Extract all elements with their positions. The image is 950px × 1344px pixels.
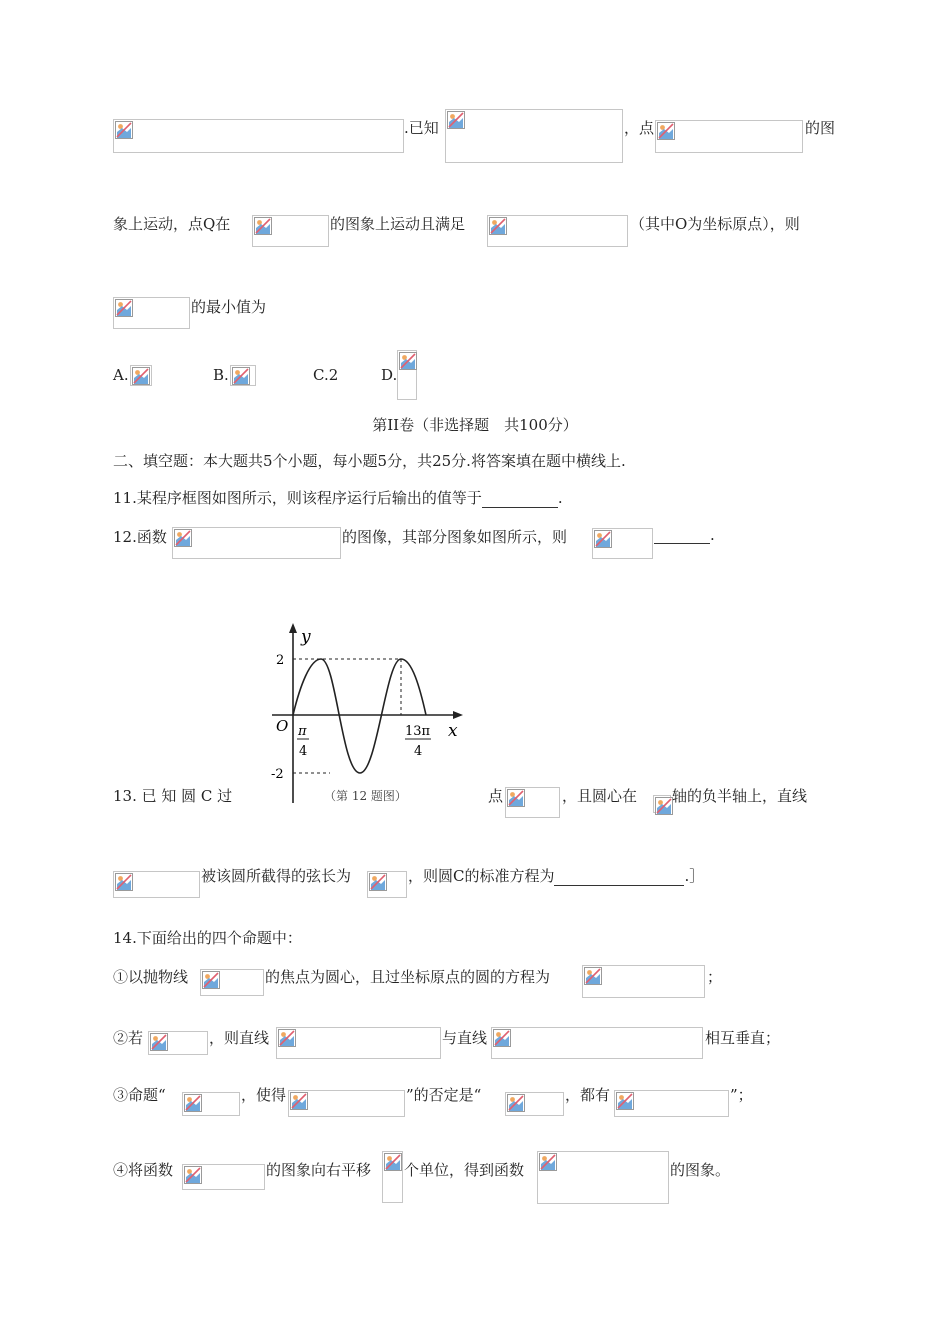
formula-image bbox=[172, 527, 341, 559]
formula-image bbox=[276, 1027, 441, 1059]
formula-image bbox=[182, 1164, 265, 1190]
q14-p4: ④将函数 bbox=[113, 1161, 174, 1179]
tick-pi-4-num: π bbox=[298, 724, 307, 739]
formula-image bbox=[148, 1031, 208, 1055]
formula-image bbox=[113, 297, 190, 329]
x-axis-arrow bbox=[453, 711, 463, 719]
broken-image-icon bbox=[384, 1153, 402, 1171]
q14-p2: ，则直线 bbox=[209, 1029, 270, 1047]
formula-image bbox=[505, 1092, 564, 1116]
q13-text: 轴的负半轴上，直线 bbox=[672, 787, 808, 805]
q12-end: . bbox=[710, 526, 715, 544]
broken-image-icon bbox=[657, 122, 675, 140]
broken-image-icon bbox=[399, 352, 417, 370]
q14-p1: 的焦点为圆心，且过坐标原点的圆的方程为 bbox=[265, 968, 551, 986]
broken-image-icon bbox=[584, 967, 602, 985]
formula-image bbox=[288, 1090, 405, 1117]
formula-image bbox=[491, 1027, 703, 1059]
answer-blank bbox=[554, 869, 684, 886]
broken-image-icon bbox=[655, 797, 673, 815]
y-axis-arrow bbox=[289, 623, 297, 633]
broken-image-icon bbox=[150, 1033, 168, 1051]
tick-pi-4-den: 4 bbox=[299, 744, 308, 759]
q14-p2: ②若 bbox=[113, 1029, 144, 1047]
section-instructions: 二、填空题：本大题共5个小题，每小题5分，共25分.将答案填在题中横线上. bbox=[113, 452, 626, 470]
broken-image-icon bbox=[489, 217, 507, 235]
formula-image bbox=[537, 1151, 669, 1204]
option-c: C.2 bbox=[313, 366, 339, 384]
option-b-image bbox=[230, 365, 256, 386]
broken-image-icon bbox=[132, 367, 150, 385]
broken-image-icon bbox=[539, 1153, 557, 1171]
formula-image bbox=[614, 1090, 729, 1117]
option-d-image bbox=[397, 350, 417, 400]
q14-p3: ，使得 bbox=[241, 1086, 287, 1104]
formula-image bbox=[655, 120, 803, 153]
formula-image bbox=[382, 1151, 403, 1203]
q14-intro: 14.下面给出的四个命题中： bbox=[113, 929, 302, 947]
q13-text: 13. 已 知 圆 C 过 bbox=[113, 787, 233, 805]
option-d-label: D. bbox=[381, 366, 398, 384]
broken-image-icon bbox=[507, 1094, 525, 1112]
q14-p2: 相互垂直； bbox=[705, 1029, 781, 1047]
q11-text bbox=[113, 487, 563, 508]
q14-p1: ①以抛物线 bbox=[113, 968, 189, 986]
q14-p4: 的图象向右平移 bbox=[266, 1161, 372, 1179]
broken-image-icon bbox=[369, 873, 387, 891]
broken-image-icon bbox=[184, 1166, 202, 1184]
q11-stem: 11.某程序框图如图所示，则该程序运行后输出的值等于 bbox=[113, 489, 482, 507]
q10-text: 的图 bbox=[805, 119, 836, 137]
q14-p3: ”； bbox=[730, 1086, 753, 1104]
formula-image bbox=[445, 109, 623, 163]
formula-image bbox=[505, 787, 560, 818]
q10-text: 象上运动，点Q在 bbox=[113, 215, 231, 233]
q14-p1: ； bbox=[707, 968, 723, 986]
blank-line bbox=[654, 527, 710, 544]
answer-blank bbox=[654, 526, 715, 544]
q13-end: .］ bbox=[684, 867, 705, 885]
q14-p3: ③命题“ bbox=[113, 1086, 166, 1104]
formula-image bbox=[582, 965, 705, 998]
broken-image-icon bbox=[202, 971, 220, 989]
q10-text: 的最小值为 bbox=[191, 298, 267, 316]
x-axis-label: x bbox=[448, 721, 458, 741]
broken-image-icon bbox=[115, 873, 133, 891]
broken-image-icon bbox=[507, 789, 525, 807]
figure-caption: （第 12 题图） bbox=[324, 789, 407, 803]
formula-image bbox=[653, 795, 671, 813]
broken-image-icon bbox=[184, 1094, 202, 1112]
broken-image-icon bbox=[254, 217, 272, 235]
answer-blank bbox=[482, 491, 558, 508]
formula-image bbox=[113, 119, 404, 153]
section-title: 第II卷（非选择题 共100分） bbox=[372, 416, 578, 434]
y-max-label: 2 bbox=[276, 653, 285, 668]
formula-image bbox=[252, 215, 329, 247]
broken-image-icon bbox=[594, 530, 612, 548]
broken-image-icon bbox=[290, 1092, 308, 1110]
broken-image-icon bbox=[447, 111, 465, 129]
q13-text: 被该圆所截得的弦长为 bbox=[201, 867, 352, 885]
option-a-image bbox=[130, 365, 152, 386]
q13-stem: ，则圆C的标准方程为 bbox=[408, 867, 555, 885]
q12-text: 12.函数 bbox=[113, 528, 167, 546]
sine-graph-figure bbox=[262, 618, 474, 818]
q11-end: . bbox=[557, 489, 563, 507]
broken-image-icon bbox=[174, 529, 192, 547]
q14-p3: ”的否定是“ bbox=[406, 1086, 482, 1104]
formula-image bbox=[367, 871, 407, 898]
broken-image-icon bbox=[493, 1029, 511, 1047]
origin-label: O bbox=[276, 717, 289, 735]
option-a-label: A. bbox=[113, 366, 129, 384]
y-min-label: -2 bbox=[271, 767, 284, 782]
q14-p3: ，都有 bbox=[565, 1086, 611, 1104]
q13-text: 点 bbox=[488, 787, 504, 805]
sine-curve bbox=[293, 659, 426, 773]
formula-image bbox=[487, 215, 628, 247]
q14-p4: 个单位，得到函数 bbox=[404, 1161, 525, 1179]
q10-text: 的图象上运动且满足 bbox=[330, 215, 466, 233]
tick-13pi-4-num: 13π bbox=[405, 724, 431, 739]
formula-image bbox=[592, 528, 653, 559]
q12-text: 的图像，其部分图象如图所示，则 bbox=[342, 528, 568, 546]
q14-p2: 与直线 bbox=[442, 1029, 488, 1047]
option-b-label: B. bbox=[213, 366, 229, 384]
broken-image-icon bbox=[115, 121, 133, 139]
formula-image bbox=[113, 871, 200, 898]
y-axis-label: y bbox=[301, 627, 311, 647]
broken-image-icon bbox=[232, 367, 250, 385]
formula-image bbox=[182, 1092, 240, 1116]
tick-13pi-4-den: 4 bbox=[414, 744, 423, 759]
q10-text: ，点 bbox=[624, 119, 655, 137]
q10-text: （其中O为坐标原点），则 bbox=[630, 215, 800, 233]
formula-image bbox=[200, 969, 264, 996]
q13-text: ，且圆心在 bbox=[562, 787, 638, 805]
q13-text bbox=[408, 865, 704, 886]
broken-image-icon bbox=[115, 299, 133, 317]
broken-image-icon bbox=[616, 1092, 634, 1110]
q14-p4: 的图象。 bbox=[670, 1161, 731, 1179]
q10-text: .已知 bbox=[404, 119, 439, 137]
broken-image-icon bbox=[278, 1029, 296, 1047]
